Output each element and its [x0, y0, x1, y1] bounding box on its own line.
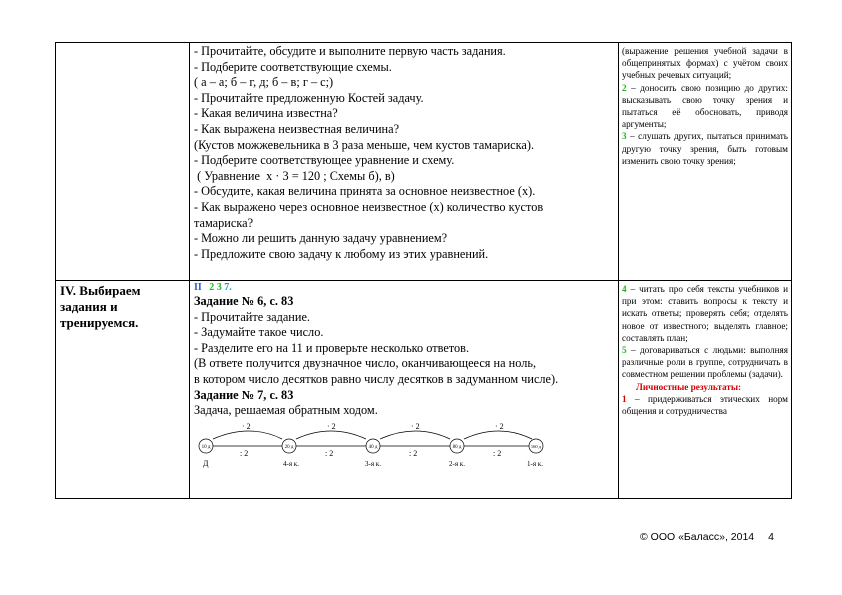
activity-line: - Подберите соответствующие схемы. [194, 59, 392, 74]
task-title: Задание № 6, с. 83 [194, 294, 294, 308]
multiply-label: · 2 [411, 421, 420, 431]
results-cell [619, 281, 792, 499]
activity-line: ( Уравнение х · 3 = 120 ; Схемы б), в) [194, 168, 395, 183]
diagram-label: Д [203, 458, 209, 468]
activity-line: (В ответе получится двузначное число, оканчивающееся на ноль, [194, 356, 537, 371]
activity-line: - Как выражено через основное неизвестное (х) количество кустов [194, 199, 544, 214]
divide-label: : 2 [493, 448, 502, 458]
table-row [56, 43, 792, 281]
stage-title: IV. Выбираем задания и тренируемся. [60, 283, 141, 330]
activity-line: - Прочитайте задание. [194, 309, 310, 324]
activity-line: Задача, решаемая обратным ходом. [194, 403, 378, 418]
multiply-label: · 2 [327, 421, 336, 431]
activity-line: тамариска? [194, 215, 254, 230]
activity-line: - Прочитайте, обсудите и выполните первую часть задания. [194, 44, 506, 58]
stage-cell [56, 281, 190, 499]
activity-line: - Разделите его на 11 и проверьте несколько ответов. [194, 340, 470, 355]
stage-cell-empty [56, 43, 190, 281]
activity-line: - Задумайте такое число. [194, 325, 324, 340]
activity-line: - Подберите соответствующее уравнение и схему. [194, 153, 455, 168]
table-row [56, 281, 792, 499]
activity-cell [190, 43, 619, 281]
backward-solution-diagram [196, 422, 546, 468]
copyright-text: © ООО «Баласс», 2014 [640, 531, 755, 543]
results-cell [619, 43, 792, 281]
result-text: – доносить свою позицию до других: высказывать свою точку зрения и пытаться её обосновать, приводя аргументы; [622, 82, 788, 130]
level-tag: II [194, 282, 202, 293]
result-text: – слушать других, пытаться принимать другую точку зрения, быть готовым изменить свою точку зрения; [622, 131, 788, 166]
diagram-node: 20 д [284, 444, 294, 450]
diagram-node: 80 д [452, 444, 462, 450]
activity-line: - Обсудите, какая величина принята за основное неизвестное (х). [194, 184, 536, 199]
result-item [622, 130, 788, 167]
diagram-label: 2-я к. [449, 459, 465, 468]
result-item [622, 283, 788, 344]
diagram-node: 40 д [368, 444, 378, 450]
activity-cell [190, 281, 619, 499]
activity-line: - Можно ли решить данную задачу уравнением? [194, 231, 448, 246]
personal-results-heading: Личностные результаты: [636, 381, 742, 392]
level-tag: 2 [209, 282, 215, 293]
result-text: – договариваться с людьми: выполняя различные роли в группе, сотрудничать в совместном решении проблемы (задачи). [622, 345, 788, 380]
result-text: – читать про себя тексты учебников и при этом: ставить вопросы к тексту и искать ответы; проверять себя; отделять новое от известного; выделять главное; составлять план; [622, 284, 788, 343]
diagram-label: 4-я к. [283, 459, 299, 468]
diagram-label: 1-я к. [527, 459, 543, 468]
multiply-label: · 2 [242, 421, 251, 431]
level-tag: 7. [224, 282, 232, 293]
result-number: 2 [622, 82, 627, 93]
result-number: 3 [622, 131, 627, 142]
diagram-node: 160 д [530, 443, 542, 449]
activity-line: - Прочитайте предложенную Костей задачу. [194, 90, 424, 105]
divide-label: : 2 [325, 448, 334, 458]
activity-line: - Предложите свою задачу к любому из этих уравнений. [194, 246, 489, 261]
activity-line: ( а – а; б – г, д; б – в; г – с;) [194, 75, 334, 90]
result-number: 1 [622, 393, 627, 404]
page-footer [640, 531, 774, 543]
multiply-label: · 2 [495, 421, 504, 431]
level-tag: 3 [216, 282, 222, 293]
lesson-plan-table [55, 42, 792, 499]
result-item [622, 393, 788, 417]
activity-line: - Как выражена неизвестная величина? [194, 121, 400, 136]
activity-line: в котором число десятков равно числу десятков в задуманном числе). [194, 371, 559, 386]
level-tags [194, 282, 615, 294]
activity-line: (Кустов можжевельника в 3 раза меньше, чем кустов тамариска). [194, 137, 535, 152]
result-number: 4 [622, 284, 627, 294]
result-item [622, 344, 788, 381]
result-text: – придерживаться этических норм общения и сотрудничества [622, 393, 788, 417]
result-item [622, 82, 788, 131]
task-title: Задание № 7, с. 83 [194, 387, 294, 402]
diagram-node: 10 д [201, 444, 211, 450]
divide-label: : 2 [409, 448, 418, 458]
diagram-label: 3-я к. [365, 459, 381, 468]
result-number: 5 [622, 345, 627, 356]
page-number: 4 [768, 531, 774, 543]
result-text: (выражение решения учебной задачи в общепринятых формах) с учётом своих учебных речевых ситуаций; [622, 46, 788, 81]
activity-line: - Какая величина известна? [194, 106, 338, 121]
divide-label: : 2 [240, 448, 249, 458]
